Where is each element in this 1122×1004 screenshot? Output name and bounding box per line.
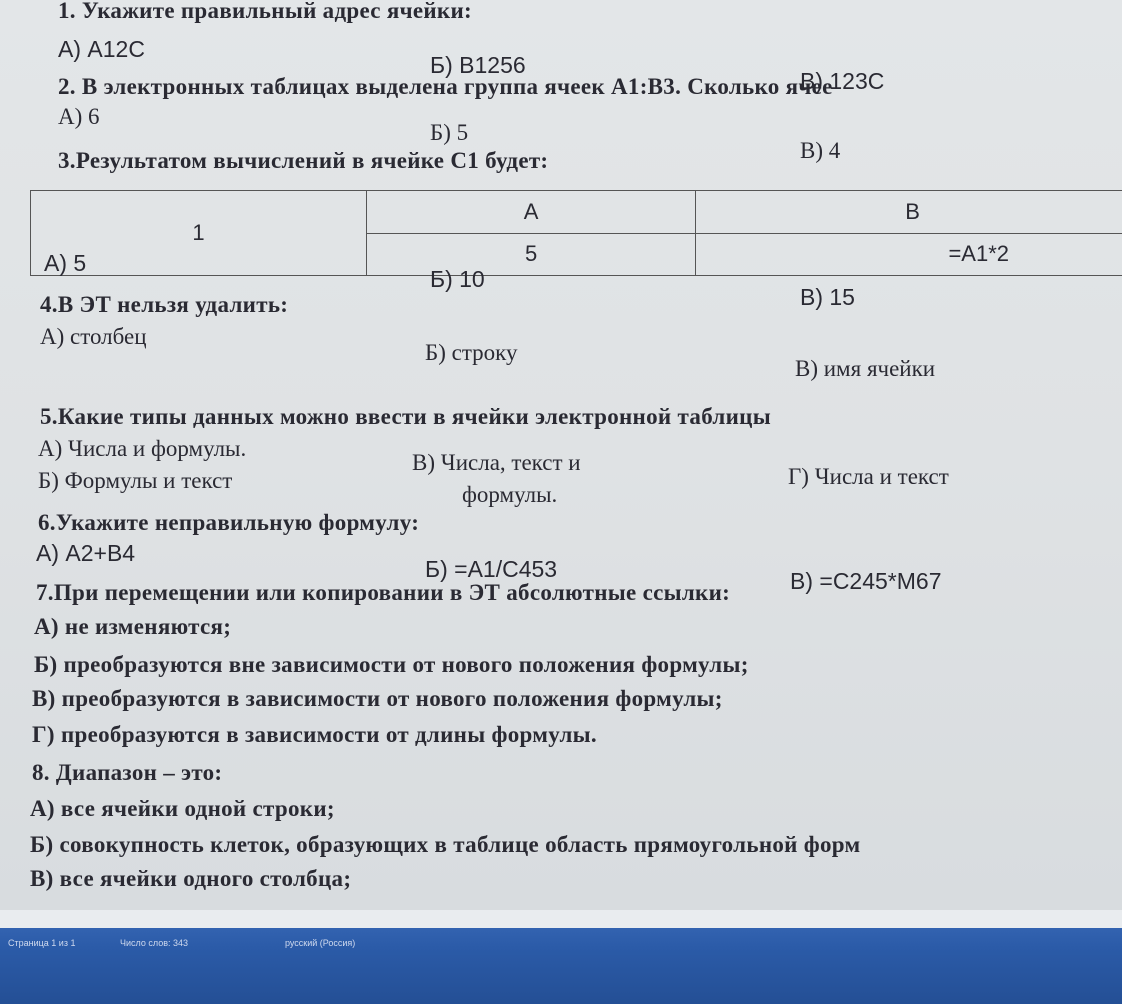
q2-option-a: А) 6 — [58, 104, 100, 129]
cell-a1: 5 — [366, 233, 695, 276]
question-5-title: 5.Какие типы данных можно ввести в ячейки электронной таблицы — [40, 404, 771, 429]
q4-option-b: Б) строку — [425, 340, 518, 365]
status-language[interactable]: русский (Россия) — [285, 938, 356, 948]
q6-option-c: В) =C245*M67 — [790, 568, 942, 594]
status-bar-divider — [0, 910, 1122, 928]
question-4-title: 4.В ЭТ нельзя удалить: — [40, 292, 289, 317]
row-header-cell: 1 — [31, 191, 367, 276]
q5-option-g: Г) Числа и текст — [788, 464, 949, 489]
spreadsheet-table — [30, 190, 1122, 276]
q5-option-b-cont: формулы. — [462, 482, 558, 507]
question-1-title: 1. Укажите правильный адрес ячейки: — [58, 0, 472, 23]
q8-option-b: Б) совокупность клеток, образующих в таблице область прямоугольной форм — [30, 832, 861, 857]
status-bar — [0, 910, 1122, 1004]
status-page-count[interactable]: Страница 1 из 1 — [8, 938, 76, 948]
question-8-title: 8. Диапазон – это: — [32, 760, 223, 785]
q7-option-a: А) не изменяются; — [34, 614, 232, 639]
status-word-count[interactable]: Число слов: 343 — [120, 938, 189, 948]
column-b-header: B — [696, 191, 1122, 234]
q8-option-a: А) все ячейки одной строки; — [30, 796, 335, 821]
q5-option-a: А) Числа и формулы. — [38, 436, 247, 461]
q3-option-c: В) 15 — [800, 284, 855, 310]
q4-option-a: А) столбец — [40, 324, 147, 349]
q6-option-a: А) A2+B4 — [36, 540, 136, 566]
column-a-header: A — [366, 191, 695, 234]
q5-option-b2: Б) Формулы и текст — [38, 468, 233, 493]
q7-option-c: В) преобразуются в зависимости от нового положения формулы; — [32, 686, 723, 711]
q4-option-c: В) имя ячейки — [795, 356, 936, 381]
q7-option-d: Г) преобразуются в зависимости от длины формулы. — [32, 722, 597, 747]
question-7-title: 7.При перемещении или копировании в ЭТ абсолютные ссылки: — [36, 580, 731, 605]
q5-option-b: В) Числа, текст и — [412, 450, 581, 475]
q2-option-c: В) 4 — [800, 138, 841, 163]
q1-option-a: А) A12C — [58, 36, 145, 62]
question-3-title: 3.Результатом вычислений в ячейке С1 будет: — [58, 148, 549, 173]
question-6-title: 6.Укажите неправильную формулу: — [38, 510, 420, 535]
question-2-title: 2. В электронных таблицах выделена группа ячеек A1:B3. Сколько ячее — [58, 74, 833, 99]
q3-option-a: А) 5 — [44, 250, 87, 276]
cell-b1: =A1*2 — [696, 233, 1122, 276]
q8-option-c: В) все ячейки одного столбца; — [30, 866, 352, 891]
q3-option-b: Б) 10 — [430, 266, 485, 292]
q1-option-b: Б) B1256 — [430, 52, 526, 78]
q2-option-b: Б) 5 — [430, 120, 469, 145]
q6-option-b: Б) =A1/C453 — [425, 556, 558, 582]
q1-option-c: В) 123C — [800, 68, 885, 94]
q7-option-b: Б) преобразуются вне зависимости от нового положения формулы; — [34, 652, 749, 677]
